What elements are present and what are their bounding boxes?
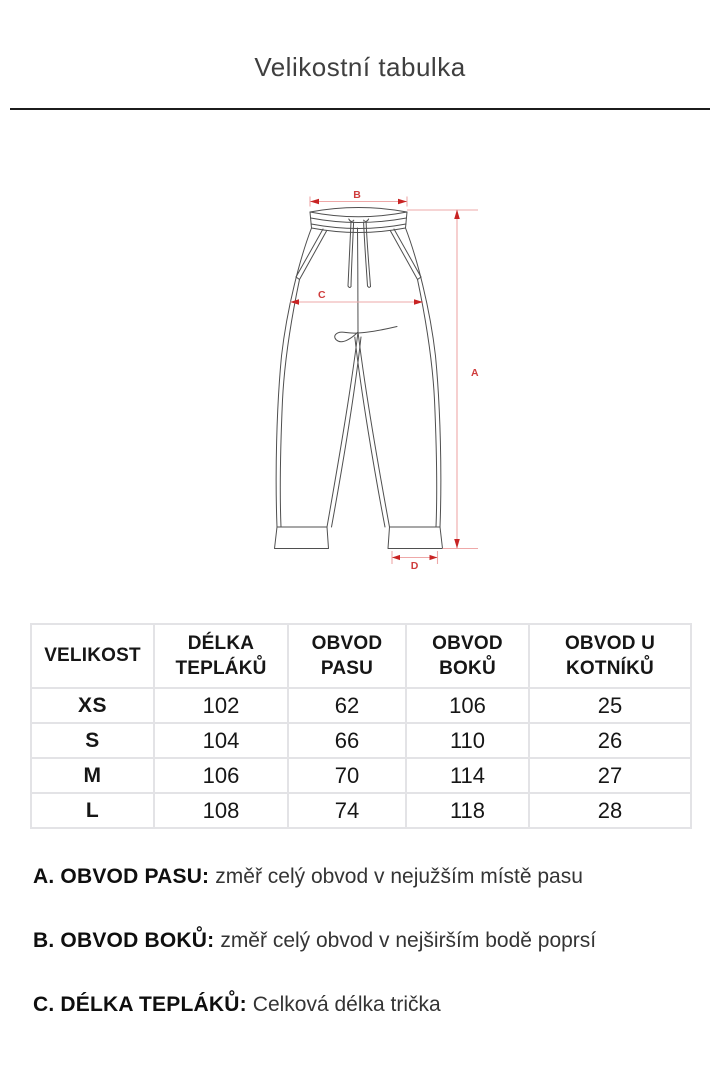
legend-item-c xyxy=(33,992,693,1018)
value-cell: 108 xyxy=(154,793,288,828)
value-cell: 66 xyxy=(288,723,406,758)
value-cell: 28 xyxy=(529,793,691,828)
column-header-length: DÉLKA TEPLÁKŮ xyxy=(154,624,288,688)
value-cell: 27 xyxy=(529,758,691,793)
value-cell: 118 xyxy=(406,793,529,828)
size-table-header-row xyxy=(31,624,691,688)
column-header-hips: OBVOD BOKŮ xyxy=(406,624,529,688)
legend-label-a: A. OBVOD PASU: xyxy=(33,865,210,888)
legend-item-b xyxy=(33,928,693,954)
legend-text-a: změř celý obvod v nejužším místě pasu xyxy=(215,865,583,888)
dimension-label-b: B xyxy=(353,189,361,201)
value-cell: 102 xyxy=(154,688,288,723)
table-row-xs xyxy=(31,688,691,723)
value-cell: 110 xyxy=(406,723,529,758)
table-row-l xyxy=(31,793,691,828)
measurement-legend xyxy=(33,864,693,1056)
column-header-waist: OBVOD PASU xyxy=(288,624,406,688)
value-cell: 106 xyxy=(154,758,288,793)
value-cell: 74 xyxy=(288,793,406,828)
column-header-size: VELIKOST xyxy=(31,624,154,688)
divider-line xyxy=(10,108,710,110)
legend-label-b: B. OBVOD BOKŮ: xyxy=(33,929,215,952)
table-row-m xyxy=(31,758,691,793)
table-row-s xyxy=(31,723,691,758)
size-table xyxy=(30,623,692,829)
value-cell: 106 xyxy=(406,688,529,723)
sweatpants-sketch xyxy=(275,208,443,549)
value-cell: 114 xyxy=(406,758,529,793)
size-label: L xyxy=(31,793,154,828)
value-cell: 26 xyxy=(529,723,691,758)
sweatpants-diagram xyxy=(230,160,490,600)
column-header-ankle: OBVOD U KOTNÍKŮ xyxy=(529,624,691,688)
value-cell: 62 xyxy=(288,688,406,723)
size-label: M xyxy=(31,758,154,793)
value-cell: 25 xyxy=(529,688,691,723)
legend-text-c: Celková délka trička xyxy=(252,993,441,1016)
legend-text-b: změř celý obvod v nejširším bodě poprsí xyxy=(220,929,597,952)
size-label: XS xyxy=(31,688,154,723)
dimension-label-d: D xyxy=(410,560,419,572)
dimension-label-c: C xyxy=(318,289,326,301)
legend-label-c: C. DÉLKA TEPLÁKŮ: xyxy=(33,993,247,1016)
size-label: S xyxy=(31,723,154,758)
dimension-label-a: A xyxy=(471,367,479,379)
legend-item-a xyxy=(33,864,693,890)
value-cell: 70 xyxy=(288,758,406,793)
page-title: Velikostní tabulka xyxy=(254,52,466,82)
value-cell: 104 xyxy=(154,723,288,758)
